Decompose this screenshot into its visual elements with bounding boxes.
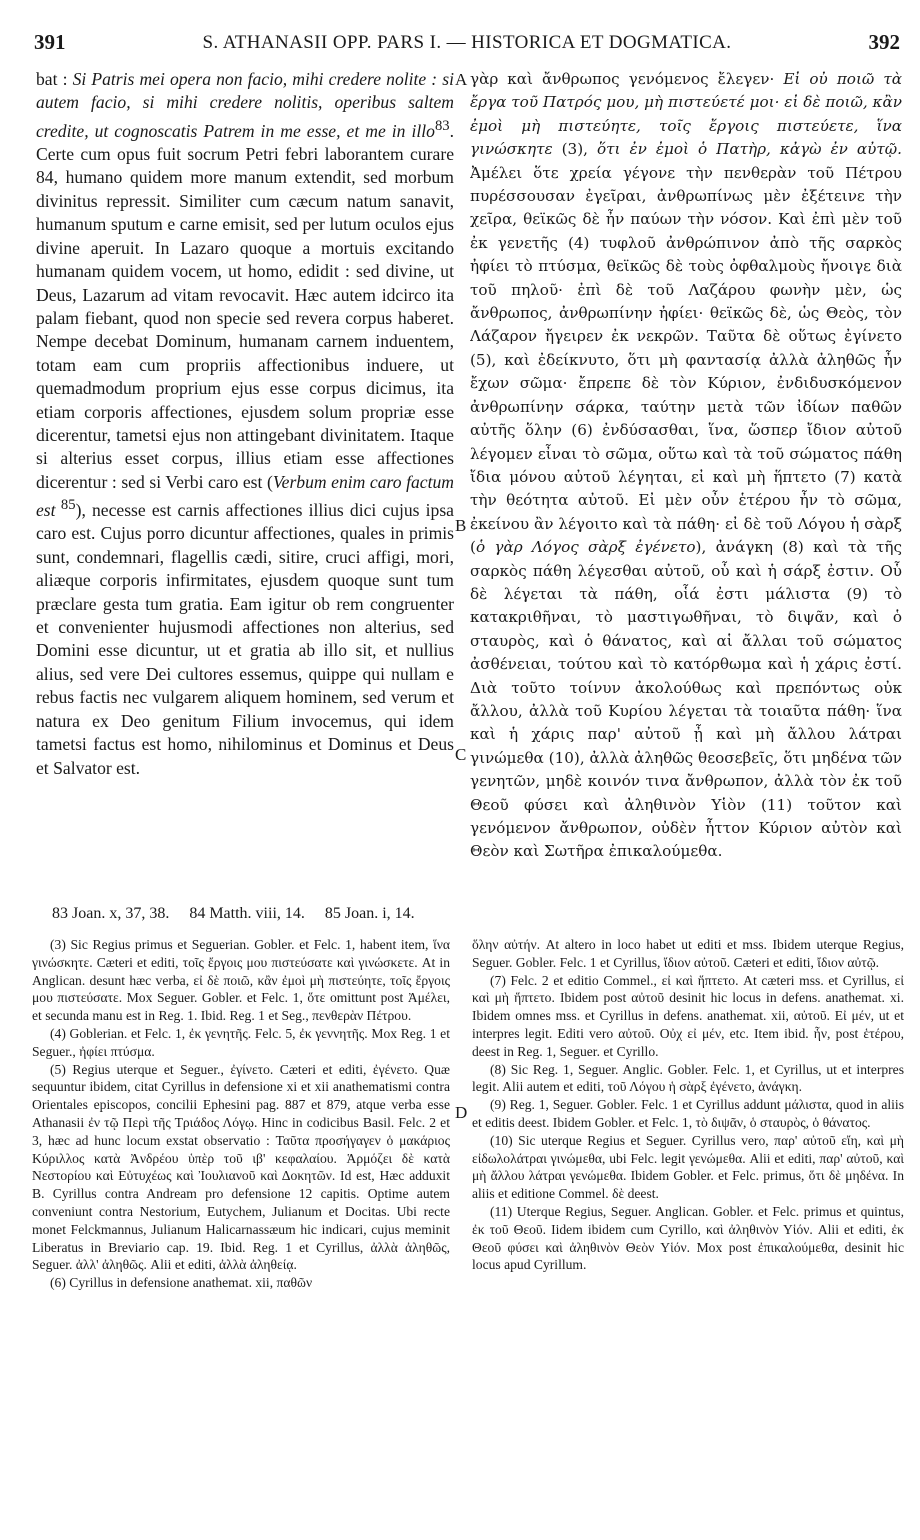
greek-text-body: Ἀμέλει ὅτε χρεία γέγονε τὴν πενθερὰν τοῦ Πέτρου πυρέσσουσαν ἐγεῖραι, ἀνθρωπίνως μὲν ἐξέτεινε τὴν χεῖρα, θεϊκῶς δὲ ἦν παύων τὴν νόσον. Καὶ ἐπὶ μὲν τοῦ ἐκ γενετῆς (4) τυφλοῦ ἀνθρώπινον ἀπὸ τῆς σαρκὸς ἠφίει τὸ πτύσμα, θεϊκῶς δὲ τοὺς ὀφθαλμοὺς ἤνοιγε διὰ τοῦ πηλοῦ· ἐπὶ δὲ τοῦ Λαζάρου φωνὴν μὲν, ὡς ἄνθρωπος, ἀνθρωπίνην ἠφίει· θεϊκῶς δὲ, ὡς Θεὸς, τὸν Λάζαρον ἤγειρεν ἐκ νεκρῶν. Ταῦτα δὲ οὕτως ἐγίνετο (5), καὶ ἐδείκνυτο, ὅτι μὴ φαντασίᾳ ἀλλὰ ἀληθῶς ἦν ἔχων σῶμα· ἔπρεπε δὲ τὸν Κύριον, ἐνδιδυσκόμενον ἀνθρωπίνην σάρκα, ταύτην μετὰ τῶν ἰδίων παθῶν αὐτῆς ὅλην (6) ἐνδύσασθαι, ἵνα, ὥσπερ ἴδιον αὐτοῦ λέγομεν εἶναι τὸ σῶμα, οὕτω καὶ τὰ τοῦ σώματος πάθη ἴδια μόνου αὐτοῦ λέγηται, εἰ καὶ μὴ ἥπτετο (7) κατὰ τὴν θεότητα αὐτοῦ. Εἰ μὲν οὖν ἑτέρου ἦν τὸ σῶμα, ἐκείνου ἂν λέγοιτο καὶ τὰ πάθη· εἰ δὲ τοῦ Λόγου ἡ σὰρξ ( (470, 163, 902, 557)
margin-marker-a: A (455, 70, 468, 89)
scripture-ref: 84 Matth. viii, 14. (189, 905, 305, 922)
latin-scripture-quote-2: Verbum enim caro factum est (36, 471, 454, 521)
greek-scripture-quote-2: ὅτι ἐν ἐμοὶ ὁ Πατὴρ, κἀγὼ ἐν αὐτῷ. (596, 140, 902, 159)
scripture-ref: 85 Joan. i, 14. (324, 905, 415, 922)
margin-marker-b: B (455, 516, 467, 535)
greek-paragraph (470, 68, 902, 864)
latin-text-end: ), necesse est carnis affectiones illius dici cujus ipsa caro est. Cujus porro dicuntur affectiones, quales in primis sunt, condemnari, flagellis cædi, sitire, cruci affigi, mori, aliæque corporis infirmitates, ejusdem quoque sunt tum præclare gesta tum gratia. Eam igitur ob rem congruenter et convenienter hujusmodi affectiones non alterius, sed Domini esse dicuntur, ut et gratia ab illo sit, et nullius alius, sed vere Dei cultores essemus, quippe qui nullam e rebus factis nec vulgarem aliquem hominem, sed verum et natura ex Deo genitum Filium invocemus, qui idem tametsi factus est homo, nihilominus et Dominus et Deus et Salvator est. (36, 500, 454, 778)
latin-text-body: . Certe cum opus fuit socrum Petri febri laborantem curare 84, humano quidem more manum extendit, sed morbum divinitus repressit. Similiter cum cæcum natum sanavit, humanum sputum e carne emisit, sed per lutum oculos ejus divine aperuit. In Lazaro quoque a mortuis excitando humanam quidem vocem, ut homo, edidit : sed divine, ut Deus, Lazarum ad vitam revocavit. Hæc autem idcirco ita palam fiebant, quod non specie sed revera corpus haberet. Nempe decebat Dominum, humanam carnem induentem, totam eam cum propriis affectionibus induere, ut quemadmodum proprium ejus esse corpus dicimus, ita etiam corporis affectiones, ejusdem solum propriæ esse dicerentur, tametsi ejus non attingebant divinitatem. Itaque si alterius esset corpus, illius etiam esse affectiones dicerentur : sed si Verbi caro est ( (36, 120, 454, 492)
margin-marker-c: C (455, 745, 467, 764)
note: (5) Regius uterque et Seguer., ἐγίνετο. Cæteri et editi, ἐγένετο. Quæ sequuntur ibidem, citat Cyrillus in defensione xi et xii anathematismi contra Orientales episcopos, concilii Ephesini pag. 887 et 879, atque verba esse Athanasii ἐν τῷ Περὶ τῆς Τριάδος Λόγῳ. Hinc in codicibus Basil. Felc. 2 et 3, hæc ad hunc locum exstat observatio : Ταῦτα προσήγαγεν ὁ μακάριος Κύριλλος κατὰ Ἀνδρέου ὑπὲρ τοῦ ιβ' κεφαλαίου. Ἁρμόζει δὲ κατὰ Νεστορίου καὶ Εὐτυχέως καὶ Ἰουλιανοῦ καὶ Δοκητῶν. Id est, Hæc adduxit B. Cyrillus contra Andream pro defensione 12 capitis. Optime autem conveniunt contra Nestorium, Eutychem, Julianum et Docitas. Ubi recte monet Felckmannus, Julianum Halicarnassæum hic indicari, cujus meminit Liberatus in Breviario cap. 19. Ibid. Reg. 1 et Cyrillus, ἀλλὰ ἀληθῶς, Seguer. ἀλλ' ἀληθῶς. Alii et editi, ἀλλὰ ἀληθείᾳ. (32, 1061, 450, 1273)
greek-scripture-quote-3: ὁ γὰρ Λόγος σὰρξ ἐγένετο (475, 538, 696, 557)
note: (3) Sic Regius primus et Seguerian. Gobler. et Felc. 1, habent item, ἵνα γινώσκητε. Cæteri et editi, τοῖς ἔργοις μου πιστεύσατε καὶ γινώσκετε. At in Anglican. desunt hæc verba, εἰ δὲ ποιῶ, κἂν ἐμοὶ μὴ πιστεύητε, τοῖς ἔργοις μου πιστεύσατε. Mox Seguer. Gobler. et Felc. 1, ὅτε omittunt post Ἀμέλει, et secunda manu est in Reg. 1. Ibid. Reg. 1 et Seg., πενθερὰν Πέτρου. (32, 937, 450, 1024)
greek-scripture-quote: Εἰ οὐ ποιῶ τὰ ἔργα τοῦ Πατρός μου, μὴ πιστεύετέ μοι· εἰ δὲ ποιῶ, κἂν ἐμοὶ μὴ πιστεύητε, τοῖς ἔργοις πιστεύετε, ἵνα γινώσκητε (470, 70, 902, 159)
note: (11) Uterque Regius, Seguer. Anglican. Gobler. et Felc. primus et quintus, ἐκ τοῦ Θεοῦ. Iidem ibidem cum Cyrillo, καὶ ἀληθινὸν Υἱόν. Alii et editi, ἐκ Θεοῦ φύσει καὶ ἀληθινὸν Θεὸν Υἱόν. Mox post ἐπικαλούμεθα, desinit hic locus apud Cyrillum. (472, 1203, 904, 1273)
latin-scripture-quote: Si Patris mei opera non facio, mihi credere nolite : si autem facio, si mihi credere nolitis, operibus saltem credite, ut cognoscatis Patrem in me esse, et me in illo (36, 69, 454, 141)
note: (4) Goblerian. et Felc. 1, ἐκ γενητῆς. Felc. 5, ἐκ γεννητῆς. Mox Reg. 1 et Seguer., ἠφίει πτύσμα. (32, 1025, 450, 1059)
page-header (34, 30, 900, 60)
note: (10) Sic uterque Regius et Seguer. Cyrillus vero, παρ' αὐτοῦ εἴη, καὶ μὴ εἰδωλολάτραι γινώμεθα, ubi Felc. legit γενώμεθα. Alii et editi, παρ' αὐτοῦ, καὶ μὴ ἄλλου λάτραι γενώμεθα. Ibidem Gobler. et Felc. primus, ὅτι δὲ μηδένα. In aliis et editione Commel. δὲ deest. (472, 1132, 904, 1202)
latin-text-start: bat : (36, 69, 73, 89)
footnote-ref-2: 85 (55, 497, 76, 514)
latin-column (36, 68, 454, 883)
note: (9) Reg. 1, Seguer. Gobler. Felc. 1 et Cyrillus addunt μάλιστα, quod in aliis et editis deest. Ibidem Gobler. et Felc. 1, τὸ διψᾶν, ὁ σταυρὸς, ὁ θάνατος. (472, 1097, 904, 1130)
greek-text-start: γὰρ καὶ ἄνθρωπος γενόμενος ἔλεγεν· (470, 70, 784, 88)
greek-note-ref: (3), (552, 140, 597, 159)
notes-left-column (32, 936, 450, 1521)
note: (8) Sic Reg. 1, Seguer. Anglic. Gobler. Felc. 1, et Cyrillus, ut et interpres legit. Alii autem et editi, τοῦ Λόγου ἡ σὰρξ ἐγένετο, ἀνάγκη. (472, 1061, 904, 1095)
note: (7) Felc. 2 et editio Commel., εἰ καὶ ἥπτετο. At cæteri mss. et Cyrillus, εἰ καὶ μὴ ἥπτετο. Ibidem post αὐτοῦ desinit hic locus in defens. anathemat. xi. Ibidem omnes mss. et Cyrillus in defens. anathemat. xii, αὐτοῦ. Εἰ μέν, ut et interpres legit. Editi vero αὐτοῦ. Οὐχ εἰ μέν, etc. Item ibid. ἦν, post ἑτέρου, deest in Reg. 1, Seguer. et Cyrillo. (472, 972, 904, 1059)
note: (6) Cyrillus in defensione anathemat. xii, παθῶν (50, 1275, 313, 1291)
scripture-references (52, 905, 572, 923)
page-number-left: 391 (34, 30, 66, 54)
running-title: S. ATHANASII OPP. PARS I. — HISTORICA ET DOGMATICA. (202, 32, 732, 53)
latin-paragraph (36, 68, 454, 780)
footnote-ref: 83 (434, 117, 450, 134)
scripture-ref: 83 Joan. x, 37, 38. (52, 905, 170, 922)
greek-text-end: ), ἀνάγκη (8) καὶ τὰ τῆς σαρκὸς πάθη λέγεσθαι αὐτοῦ, οὗ καὶ ἡ σάρξ ἐστιν. Οὗ δὲ λέγεται τὰ πάθη, οἷά ἐστι μάλιστα (9) τὸ κατακριθῆναι, τὸ μαστιγωθῆναι, τὸ διψᾶν, καὶ ὁ σταυρὸς, καὶ ὁ θάνατος, καὶ αἱ ἄλλαι τοῦ σώματος ἀσθένειαι, τούτου καὶ τὸ κατόρθωμα καὶ ἡ χάρις ἐστί. Διὰ τοῦτο τοίνυν ἀκολούθως καὶ πρεπόντως οὐκ ἄλλου, ἀλλὰ τοῦ Κυρίου λέγεται τὰ τοιαῦτα πάθη· ἵνα καὶ ἡ χάρις παρ' αὐτοῦ ᾖ καὶ μὴ ἄλλου λάτραι γινώμεθα (10), ἀλλὰ ἀληθῶς θεοσεβεῖς, ὅτι μηδένα τῶν γενητῶν, μηδὲ κοινόν τινα ἄνθρωπον, ἀλλὰ τὸν ἐκ τοῦ Θεοῦ φύσει καὶ ἀληθινὸν Υἱὸν (11) τοῦτον καὶ γενόμενον ἄνθρωπον, οὐδὲν ἧττον Κύριον αὐτὸν καὶ Θεὸν καὶ Σωτῆρα ἐπικαλούμεθα. (470, 538, 902, 861)
greek-column (470, 68, 902, 895)
margin-marker-d: D (455, 1103, 468, 1122)
notes-right-column (472, 936, 904, 1521)
page-number-right: 392 (868, 30, 900, 54)
note-continuation: ὅλην αὐτήν. At altero in loco habet ut editi et mss. Ibidem uterque Regius, Seguer. Gobler. Felc. 1 et Cyrillus, ἴδιον αὐτοῦ. Cæteri et editi, ἴδιον αὐτῷ. (472, 937, 904, 970)
